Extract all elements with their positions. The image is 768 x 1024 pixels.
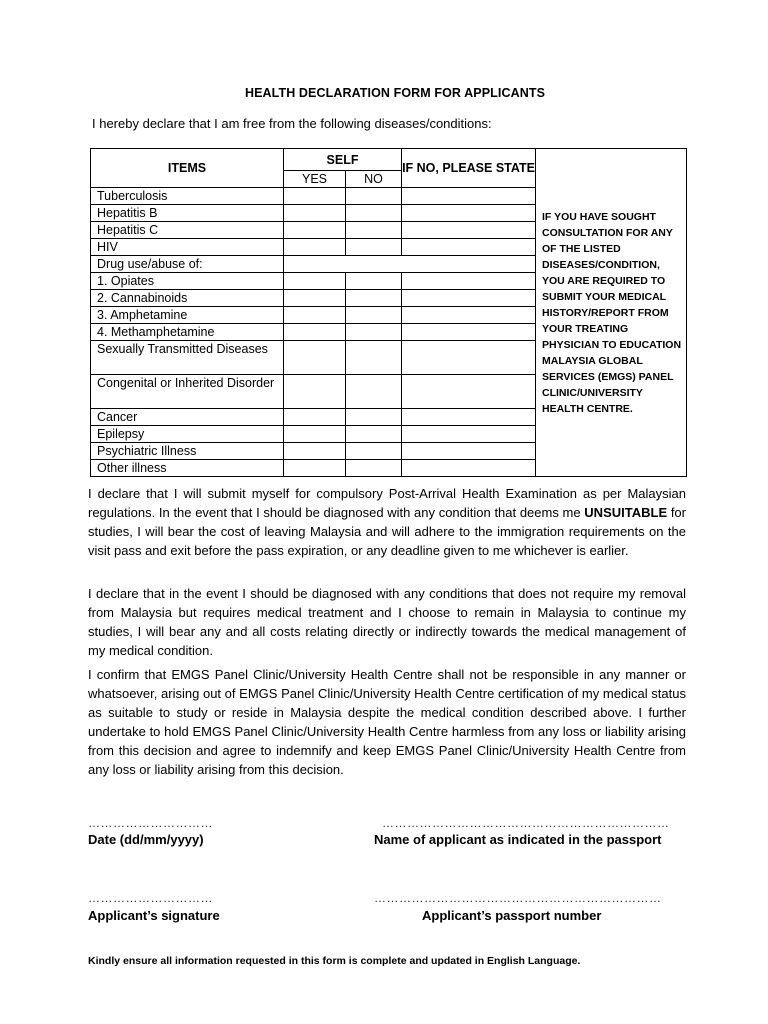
passport-label: Applicant’s passport number xyxy=(422,908,602,923)
yes-cell[interactable] xyxy=(284,307,346,324)
yes-cell[interactable] xyxy=(284,341,346,375)
name-dotted-line[interactable]: …………………………………………………………… xyxy=(382,816,670,830)
form-title: HEALTH DECLARATION FORM FOR APPLICANTS xyxy=(244,86,546,100)
no-cell[interactable] xyxy=(346,205,402,222)
no-cell[interactable] xyxy=(346,222,402,239)
row-methamphetamine: 4. Methamphetamine xyxy=(91,324,284,341)
signature-label: Applicant’s signature xyxy=(88,908,220,923)
date-label: Date (dd/mm/yyyy) xyxy=(88,832,204,847)
declaration-paragraph-2 xyxy=(88,584,686,660)
consultation-note: IF YOU HAVE SOUGHT CONSULTATION FOR ANY OF THE LISTED DISEASES/CONDITION, YOU ARE REQUIRED TO SUBMIT YOUR MEDICAL HISTORY/REPORT FROM YOUR TREATING PHYSICIAN TO EDUCATION MALAYSIA GLOBAL SERVICES (EMGS) PANEL CLINIC/UNIVERSITY HEALTH CENTRE. xyxy=(536,149,687,477)
no-cell[interactable] xyxy=(346,324,402,341)
no-header: NO xyxy=(346,171,402,188)
no-cell[interactable] xyxy=(346,443,402,460)
no-cell[interactable] xyxy=(346,290,402,307)
state-header: IF NO, PLEASE STATE xyxy=(402,149,536,188)
yes-cell[interactable] xyxy=(284,188,346,205)
row-hepatitis-c: Hepatitis C xyxy=(91,222,284,239)
row-congenital: Congenital or Inherited Disorder xyxy=(91,375,284,409)
no-cell[interactable] xyxy=(346,341,402,375)
row-psychiatric: Psychiatric Illness xyxy=(91,443,284,460)
state-cell[interactable] xyxy=(402,409,536,426)
para3-text: I confirm that EMGS Panel Clinic/University Health Centre shall not be responsible in any manner or whatsoever, arising out of EMGS Panel Clinic/University Health Centre certification of my medical status as suitable to study or reside in Malaysia despite the medical condition described above. I further undertake to hold EMGS Panel Clinic/University Health Centre harmless from any loss or liability arising from this decision and agree to indemnify and keep EMGS Panel Clinic/University Health Centre from any loss or liability arising from this decision. xyxy=(88,667,686,777)
passport-dotted-line[interactable]: …………………………………………………………… xyxy=(374,891,662,905)
state-cell[interactable] xyxy=(402,273,536,290)
state-cell[interactable] xyxy=(402,324,536,341)
state-cell[interactable] xyxy=(402,222,536,239)
row-std: Sexually Transmitted Diseases xyxy=(91,341,284,375)
yes-cell[interactable] xyxy=(284,443,346,460)
no-cell[interactable] xyxy=(346,188,402,205)
row-hepatitis-b: Hepatitis B xyxy=(91,205,284,222)
yes-cell[interactable] xyxy=(284,460,346,477)
yes-cell[interactable] xyxy=(284,324,346,341)
items-header: ITEMS xyxy=(91,149,284,188)
row-epilepsy: Epilepsy xyxy=(91,426,284,443)
intro-text: I hereby declare that I am free from the following diseases/conditions: xyxy=(92,116,492,131)
state-cell[interactable] xyxy=(402,290,536,307)
state-cell[interactable] xyxy=(402,307,536,324)
state-cell[interactable] xyxy=(402,443,536,460)
state-cell[interactable] xyxy=(402,188,536,205)
row-cannabinoids: 2. Cannabinoids xyxy=(91,290,284,307)
state-cell[interactable] xyxy=(402,341,536,375)
row-drug-use: Drug use/abuse of: xyxy=(91,256,284,273)
declaration-paragraph-1 xyxy=(88,484,686,560)
name-label: Name of applicant as indicated in the passport xyxy=(374,832,662,847)
state-cell[interactable] xyxy=(402,460,536,477)
row-other-illness: Other illness xyxy=(91,460,284,477)
state-cell[interactable] xyxy=(402,239,536,256)
yes-header: YES xyxy=(284,171,346,188)
no-cell[interactable] xyxy=(346,460,402,477)
no-cell[interactable] xyxy=(346,239,402,256)
para1-text-b: for studies, I will bear the cost of leaving Malaysia and will adhere to the immigration requirements on the visit pass and exit before the pass expiration, or any deadline given to me whichever is earlier. xyxy=(88,505,686,558)
no-cell[interactable] xyxy=(346,273,402,290)
para1-text-a: I declare that I will submit myself for compulsory Post-Arrival Health Examination as per Malaysian regulations. In the event that I should be diagnosed with any condition that deems me xyxy=(88,486,686,520)
row-tuberculosis: Tuberculosis xyxy=(91,188,284,205)
row-amphetamine: 3. Amphetamine xyxy=(91,307,284,324)
declaration-paragraph-3 xyxy=(88,665,686,779)
signature-dotted-line[interactable]: ………………………… xyxy=(88,891,213,905)
unsuitable-text: UNSUITABLE xyxy=(584,505,668,520)
yes-cell[interactable] xyxy=(284,222,346,239)
row-opiates: 1. Opiates xyxy=(91,273,284,290)
yes-cell[interactable] xyxy=(284,375,346,409)
state-cell[interactable] xyxy=(402,375,536,409)
footer-note: Kindly ensure all information requested in this form is complete and updated in English Language. xyxy=(88,955,581,967)
yes-cell[interactable] xyxy=(284,426,346,443)
yes-cell[interactable] xyxy=(284,205,346,222)
drug-blank-cell xyxy=(284,256,536,273)
date-dotted-line[interactable]: ………………………… xyxy=(88,816,213,830)
no-cell[interactable] xyxy=(346,375,402,409)
state-cell[interactable] xyxy=(402,205,536,222)
para2-text: I declare that in the event I should be diagnosed with any conditions that does not require my removal from Malaysia but requires medical treatment and I choose to remain in Malaysia to continue my studies, I will bear any and all costs relating directly or indirectly towards the medical management of my medical condition. xyxy=(88,586,686,658)
state-cell[interactable] xyxy=(402,426,536,443)
yes-cell[interactable] xyxy=(284,409,346,426)
self-header: SELF xyxy=(284,149,402,171)
no-cell[interactable] xyxy=(346,409,402,426)
row-hiv: HIV xyxy=(91,239,284,256)
no-cell[interactable] xyxy=(346,307,402,324)
disease-table xyxy=(90,148,687,477)
row-cancer: Cancer xyxy=(91,409,284,426)
yes-cell[interactable] xyxy=(284,290,346,307)
yes-cell[interactable] xyxy=(284,239,346,256)
yes-cell[interactable] xyxy=(284,273,346,290)
no-cell[interactable] xyxy=(346,426,402,443)
